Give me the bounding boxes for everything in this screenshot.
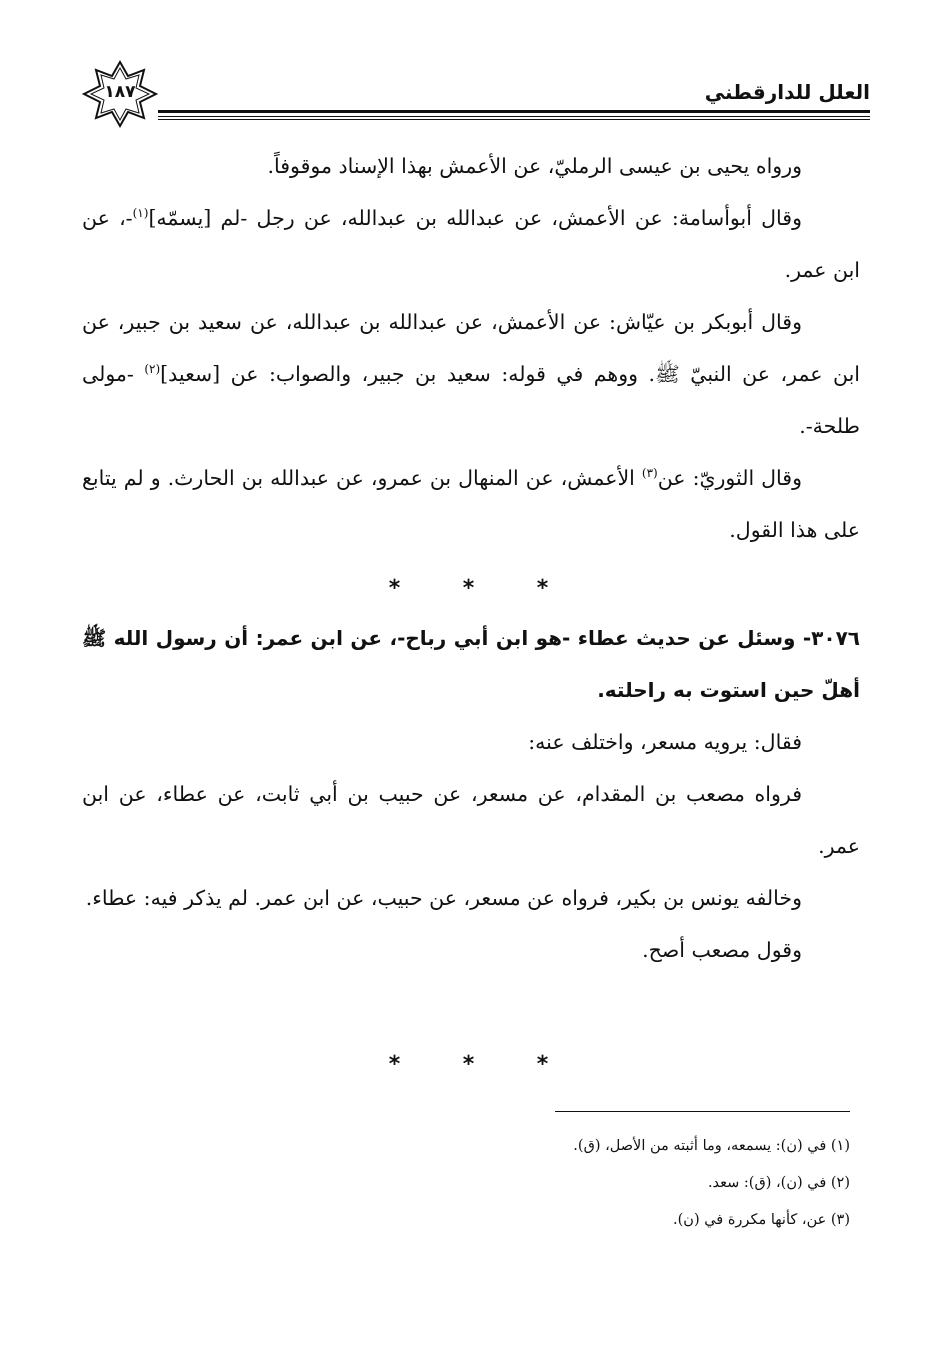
page-number-badge [80,60,160,130]
footnote: (١) في (ن): يسمعه، وما أثبته من الأصل، (ق). [573,1138,850,1154]
question-heading: ٣٠٧٦- وسئل عن حديث عطاء -هو ابن أبي رباح-، عن ابن عمر: أن رسول الله ﷺ أهلّ حين استوت به راحلته. [82,626,860,702]
paragraph-text: وقال الثوريّ: عن [657,466,802,490]
paragraph: وقول مصعب أصح. [642,938,802,962]
divider-star: * [462,1052,475,1077]
footnote-ref: (٢) [144,362,161,377]
footnote-separator [555,1111,850,1112]
footnote-ref: (٣) [641,466,658,481]
page-header [80,60,870,130]
paragraph: فقال: يرويه مسعر، واختلف عنه: [528,730,802,754]
section-one [82,140,860,556]
paragraph [82,452,860,556]
divider-star: * [388,576,401,601]
divider-star: * [462,576,475,601]
paragraph [82,192,860,296]
paragraph-text: -، عن ابن عمر. [82,206,860,282]
paragraph-text: ورواه يحيى بن عيسى الرمليّ، عن الأعمش بهذا الإسناد موقوفاً. [267,154,802,178]
paragraph-text: -مولى طلحة-. [82,362,860,438]
paragraph: وخالفه يونس بن بكير، فرواه عن مسعر، عن حبيب، عن ابن عمر. لم يذكر فيه: عطاء. [85,886,802,910]
header-rule [158,110,870,113]
page-number: ١٨٧ [104,82,136,102]
divider-star: * [536,1052,549,1077]
footnote: (٢) في (ن)، (ق): سعد. [707,1175,850,1191]
section-two [82,612,860,976]
paragraph-text: وقال أبوأسامة: عن الأعمش، عن عبدالله بن عبدالله، عن رجل -لم [يسمّه] [148,206,802,230]
paragraph-text: الأعمش، عن المنهال بن عمرو، عن عبدالله بن الحارث. و لم يتابع على هذا القول. [82,466,860,542]
footnote-ref: (١) [132,206,149,221]
header-rule [158,116,870,117]
header-rule [158,119,870,120]
section-divider [0,576,937,601]
paragraph: فرواه مصعب بن المقدام، عن مسعر، عن حبيب بن أبي ثابت، عن عطاء، عن ابن عمر. [82,782,860,858]
divider-star: * [536,576,549,601]
footnote: (٣) عن، كأنها مكررة في (ن). [673,1212,850,1228]
paragraph [82,296,860,452]
paragraph-text: وقال أبوبكر بن عيّاش: عن الأعمش، عن عبدالله بن عبدالله، عن سعيد بن جبير، عن ابن عمر، عن النبيّ ﷺ. ووهم في قوله: سعيد بن جبير، والصواب: عن [سعيد] [82,310,860,386]
footnotes [150,1128,850,1239]
divider-star: * [388,1052,401,1077]
paragraph [82,140,860,192]
section-divider [0,1052,937,1077]
book-title: العلل للدارقطني [704,80,870,104]
